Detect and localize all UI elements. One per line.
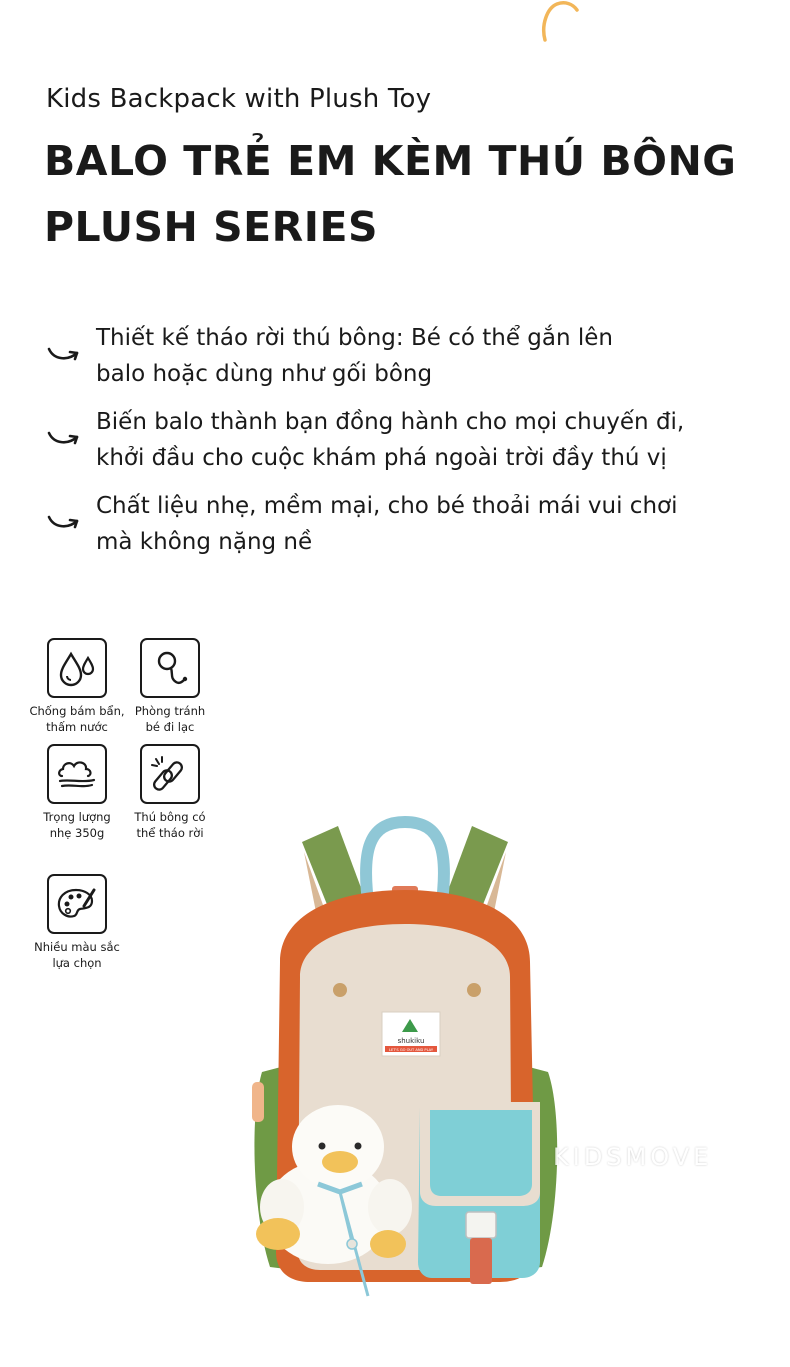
feature-list	[46, 320, 746, 572]
brand-label: shukiku	[397, 1037, 425, 1045]
badge-label-line1: Nhiều màu sắc	[34, 940, 120, 954]
badge-label-line2: bé đi lạc	[145, 720, 195, 734]
watermark: KIDSMOVE	[553, 1143, 713, 1171]
detach-icon	[148, 753, 192, 795]
feature-item	[46, 320, 746, 392]
badge-anti-lost	[119, 638, 221, 735]
badge-label-line1: Phòng tránh	[134, 704, 206, 718]
badge-lightweight	[26, 744, 128, 841]
feature-text-line2: balo hoặc dùng như gối bông	[96, 361, 433, 387]
feature-text-line1: Chất liệu nhẹ, mềm mại, cho bé thoải mái vui chơi	[96, 493, 678, 519]
page-title	[44, 128, 764, 260]
brand-tagline: LET'S GO OUT AND PLAY	[388, 1048, 434, 1052]
palette-icon	[54, 884, 100, 924]
cloud-wind-icon	[54, 754, 100, 794]
water-drops-icon	[55, 648, 99, 688]
decorative-swirl-icon	[535, 0, 585, 42]
feature-item	[46, 488, 746, 560]
badge-label-line2: thấm nước	[46, 720, 108, 734]
badge-label-line2: lựa chọn	[52, 956, 102, 970]
title-line-1: BALO TRẺ EM KÈM THÚ BÔNG	[44, 137, 737, 185]
badge-detachable-plush	[119, 744, 221, 841]
title-line-2: PLUSH SERIES	[44, 203, 379, 251]
curved-arrow-icon	[46, 512, 80, 532]
backpack-image	[240, 812, 570, 1312]
badge-label-line2: thể tháo rời	[136, 826, 204, 840]
badge-colors	[26, 874, 128, 971]
badge-label-line1: Chống bám bẩn,	[29, 704, 125, 718]
badge-water-resistant	[26, 638, 128, 735]
badge-label-line1: Trọng lượng	[43, 810, 111, 824]
curved-arrow-icon	[46, 344, 80, 364]
curved-arrow-icon	[46, 428, 80, 448]
feature-text-line1: Thiết kế tháo rời thú bông: Bé có thể gắn lên	[96, 325, 613, 351]
product-subtitle: Kids Backpack with Plush Toy	[46, 84, 432, 114]
feature-text-line1: Biến balo thành bạn đồng hành cho mọi chuyến đi,	[96, 409, 685, 435]
badge-label-line2: nhẹ 350g	[49, 826, 105, 840]
tether-icon	[148, 647, 192, 689]
feature-text-line2: khởi đầu cho cuộc khám phá ngoài trời đầy thú vị	[96, 445, 667, 471]
badge-label-line1: Thú bông có	[134, 810, 206, 824]
feature-item	[46, 404, 746, 476]
feature-text-line2: mà không nặng nề	[96, 529, 313, 555]
